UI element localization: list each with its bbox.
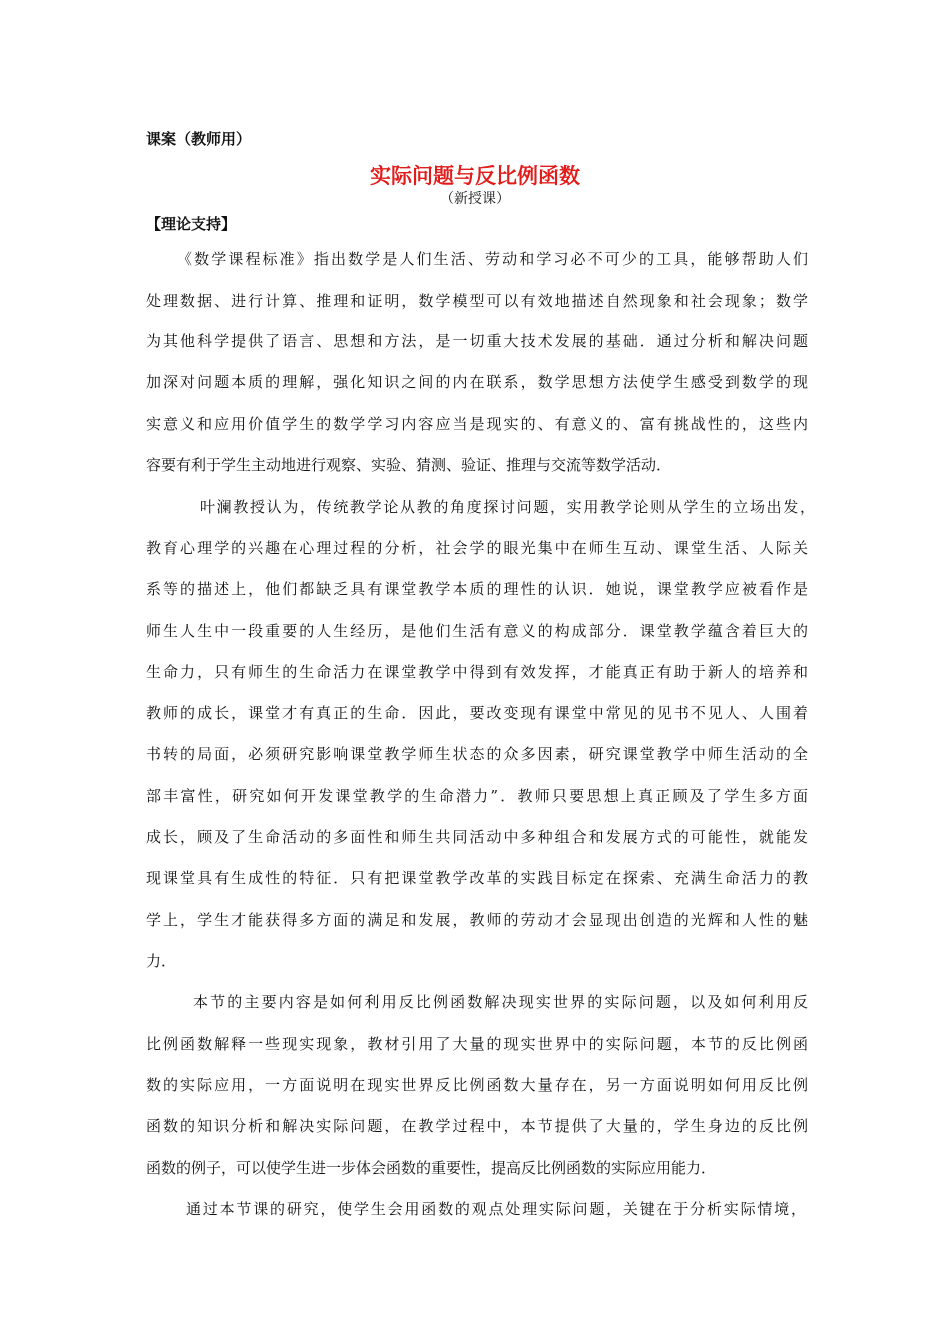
- text-line: 函数的知识分析和解决实际问题，在教学过程中，本节提供了大量的，学生身边的反比例: [146, 1117, 808, 1135]
- text-line: 通过本节课的研究，使学生会用函数的观点处理实际问题，关键在于分析实际情境，: [186, 1200, 806, 1218]
- text-line: 《数学课程标准》指出数学是人们生活、劳动和学习必不可少的工具，能够帮助人们: [177, 250, 808, 268]
- page-subtitle: （新授课）: [440, 191, 510, 207]
- text-line: 部丰富性，研究如何开发课堂教学的生命潜力”．教师只要思想上真正顾及了学生多方面: [146, 787, 808, 805]
- text-line: 容要有利于学生主动地进行观察、实验、猜测、验证、推理与交流等数学活动．: [146, 456, 672, 474]
- text-line: 数的实际应用，一方面说明在现实世界反比例函数大量存在，另一方面说明如何用反比例: [146, 1076, 808, 1094]
- text-line: 叶澜教授认为，传统教学论从教的角度探讨问题，实用教学论则从学生的立场出发，: [200, 498, 815, 516]
- text-line: 为其他科学提供了语言、思想和方法，是一切重大技术发展的基础．通过分析和解决问题: [146, 332, 808, 350]
- text-line: 力．: [146, 952, 177, 970]
- page-title: 实际问题与反比例函数: [370, 163, 580, 188]
- text-line: 系等的描述上，他们都缺乏具有课堂教学本质的理性的认识．她说，课堂教学应被看作是: [146, 580, 808, 598]
- text-line: 师生人生中一段重要的人生经历，是他们生活有意义的构成部分．课堂教学蕴含着巨大的: [146, 622, 808, 640]
- text-line: 学上，学生才能获得多方面的满足和发展，教师的劳动才会显现出创造的光辉和人性的魅: [146, 911, 808, 929]
- text-line: 书转的局面，必须研究影响课堂教学师生状态的众多因素，研究课堂教学中师生活动的全: [146, 745, 808, 763]
- text-line: 比例函数解释一些现实现象，教材引用了大量的现实世界中的实际问题，本节的反比例函: [146, 1035, 808, 1053]
- text-line: 教师的成长，课堂才有真正的生命．因此，要改变现有课堂中常见的见书不见人、人围着: [146, 704, 808, 722]
- text-line: 实意义和应用价值学生的数学学习内容应当是现实的、有意义的、富有挑战性的，这些内: [146, 415, 808, 433]
- text-line: 加深对问题本质的理解，强化知识之间的内在联系，数学思想方法使学生感受到数学的现: [146, 373, 808, 391]
- text-line: 处理数据、进行计算、推理和证明，数学模型可以有效地描述自然现象和社会现象；数学: [146, 292, 808, 310]
- text-line: 函数的例子，可以使学生进一步体会函数的重要性，提高反比例函数的实际应用能力．: [146, 1159, 717, 1177]
- text-line: 成长，顾及了生命活动的多面性和师生共同活动中多种组合和发展方式的可能性，就能发: [146, 828, 808, 846]
- text-line: 生命力，只有师生的生命活力在课堂教学中得到有效发挥，才能真正有助于新人的培养和: [146, 663, 808, 681]
- text-line: 现课堂具有生成性的特征．只有把课堂教学改革的实践目标定在探索、充满生命活力的教: [146, 869, 808, 887]
- text-line: 本节的主要内容是如何利用反比例函数解决现实世界的实际问题，以及如何利用反: [193, 993, 808, 1011]
- section-heading: 【理论支持】: [146, 215, 237, 233]
- text-line: 教育心理学的兴趣在心理过程的分析，社会学的眼光集中在师生互动、课堂生活、人际关: [146, 539, 808, 557]
- lesson-label: 课案（教师用）: [146, 130, 252, 148]
